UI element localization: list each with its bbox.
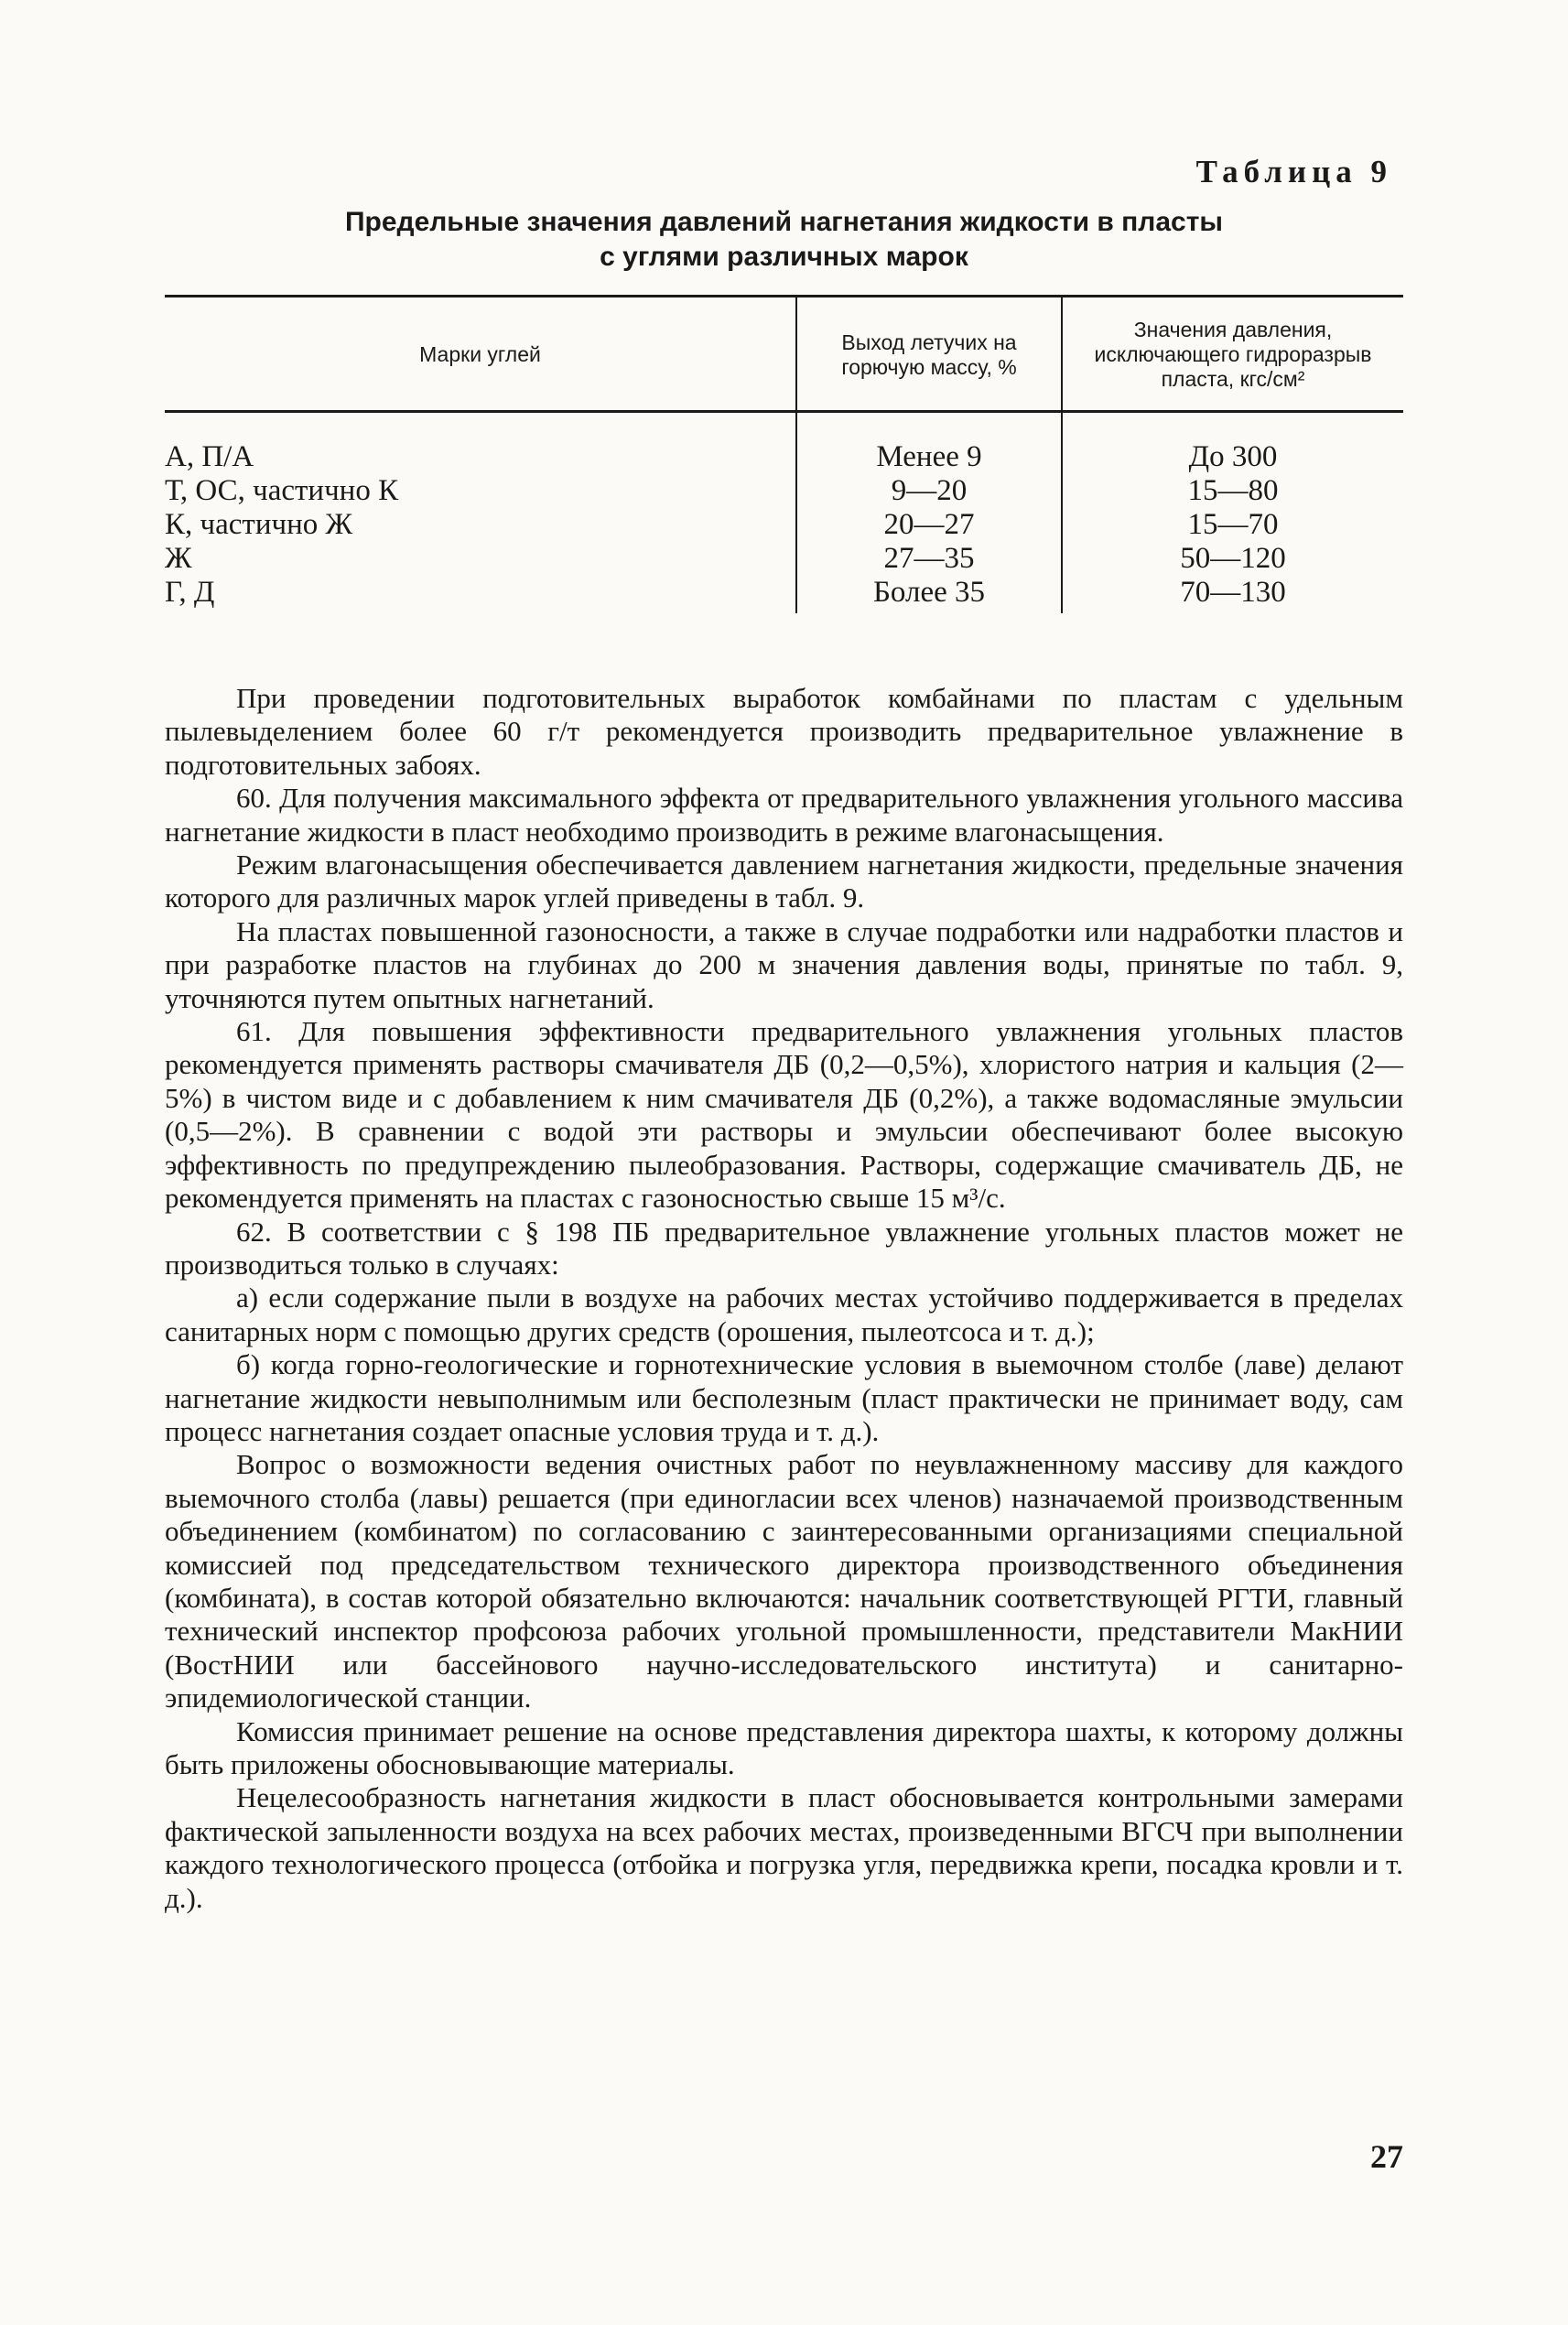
- pressure-limit-cell: 15—80: [1187, 474, 1279, 507]
- volatile-yield-cell: Менее 9: [876, 440, 982, 473]
- paragraph: а) если содержание пыли в воздухе на рабочих местах устойчиво поддерживается в пределах санитарных норм с помощью других средств (орошения, пылеотсоса и т. д.);: [165, 1281, 1403, 1347]
- coal-brand-cell: А, П/А: [165, 440, 254, 473]
- paragraph: 61. Для повышения эффективности предварительного увлажнения угольных пластов рекомендуется применять растворы смачивателя ДБ (0,2—0,5%), хлористого натрия и кальция (2—5%) в чистом виде и с добавлением к ним смачивателя ДБ (0,2%), а также водомасляные эмульсии (0,5—2%). В сравнении с водой эти растворы и эмульсии обеспечивают более высокую эффективность по предупреждению пылеобразования. Растворы, содержащие смачиватель ДБ, не рекомендуется применять на пластах с газоносностью свыше 15 м³/с.: [165, 1015, 1403, 1215]
- paragraph: Нецелесообразность нагнетания жидкости в пласт обосновывается контрольными замерами фактической запыленности воздуха на всех рабочих местах, произведенными ВГСЧ при выполнении каждого технологического процесса (отбойка и погрузка угля, передвижка крепи, посадка кровли и т. д.).: [165, 1781, 1403, 1914]
- body-text: [165, 682, 1403, 1915]
- paragraph: На пластах повышенной газоносности, а также в случае подработки или надработки пластов и при разработке пластов на глубинах до 200 м значения давления воды, принятые по табл. 9, уточняются путем опытных нагнетаний.: [165, 914, 1403, 1014]
- table-label: Таблица 9: [1195, 154, 1392, 189]
- volatile-yield-cell: 20—27: [883, 508, 975, 541]
- coal-brand-cell: Ж: [165, 542, 192, 575]
- pressure-limit-cell: 50—120: [1180, 542, 1286, 575]
- header-volatile-yield: Выход летучих на горючую массу, %: [796, 297, 1062, 412]
- volatile-yield-cell: 27—35: [883, 542, 975, 575]
- pressure-limit-cell: 70—130: [1180, 576, 1286, 609]
- volatile-yield-column: [796, 412, 1062, 614]
- header-coal-brand: Марки углей: [165, 297, 796, 412]
- coal-brand-cell: К, частично Ж: [165, 508, 353, 541]
- table-title-line: с углями различных марок: [600, 242, 968, 272]
- table-header-row: [165, 297, 1403, 412]
- table-title: [165, 205, 1403, 275]
- page-number: 27: [1370, 2138, 1403, 2175]
- paragraph: Комиссия принимает решение на основе представления директора шахты, к которому должны быть приложены обосновывающие материалы.: [165, 1714, 1403, 1780]
- header-pressure-limit: Значения давления, исключающего гидроразрыв пласта, кгс/см²: [1062, 297, 1403, 412]
- coal-brand-cell: Т, ОС, частично К: [165, 474, 399, 507]
- pressure-limit-cell: 15—70: [1187, 508, 1279, 541]
- paragraph: 62. В соответствии с § 198 ПБ предварительное увлажнение угольных пластов может не производиться только в случаях:: [165, 1215, 1403, 1281]
- coal-pressure-table: [165, 295, 1403, 613]
- volatile-yield-cell: 9—20: [891, 474, 968, 507]
- paragraph: Вопрос о возможности ведения очистных работ по неувлажненному массиву для каждого выемочного столба (лавы) решается (при единогласии всех членов) назначаемой производственным объединением (комбинатом) по согласованию с заинтересованными организациями специальной комиссией под председательством технического директора производственного объединения (комбината), в состав которой обязательно включаются: начальник соответствующей РГТИ, главный технический инспектор профсоюза рабочих угольной промышленности, представители МакНИИ (ВостНИИ или бассейнового научно-исследовательского института) и санитарно-эпидемиологической станции.: [165, 1448, 1403, 1714]
- pressure-limit-column: [1062, 412, 1403, 614]
- volatile-yield-cell: Более 35: [872, 576, 986, 609]
- coal-brand-column: [165, 412, 796, 614]
- table-title-line: Предельные значения давлений нагнетания жидкости в пласты: [344, 207, 1224, 237]
- paragraph: Режим влагонасыщения обеспечивается давлением нагнетания жидкости, предельные значения которого для различных марок углей приведены в табл. 9.: [165, 849, 1403, 914]
- paragraph: 60. Для получения максимального эффекта от предварительного увлажнения угольного массива нагнетание жидкости в пласт необходимо производить в режиме влагонасыщения.: [165, 782, 1403, 848]
- paragraph: При проведении подготовительных выработок комбайнами по пластам с удельным пылевыделением более 60 г/т рекомендуется производить предварительное увлажнение в подготовительных забоях.: [165, 682, 1403, 781]
- coal-brand-cell: Г, Д: [165, 576, 215, 609]
- table-body-row: [165, 412, 1403, 614]
- pressure-limit-cell: До 300: [1188, 440, 1278, 473]
- paragraph: б) когда горно-геологические и горнотехнические условия в выемочном столбе (лаве) делают нагнетание жидкости невыполнимым или бесполезным (пласт практически не принимает воду, сам процесс нагнетания создает опасные условия труда и т. д.).: [165, 1348, 1403, 1447]
